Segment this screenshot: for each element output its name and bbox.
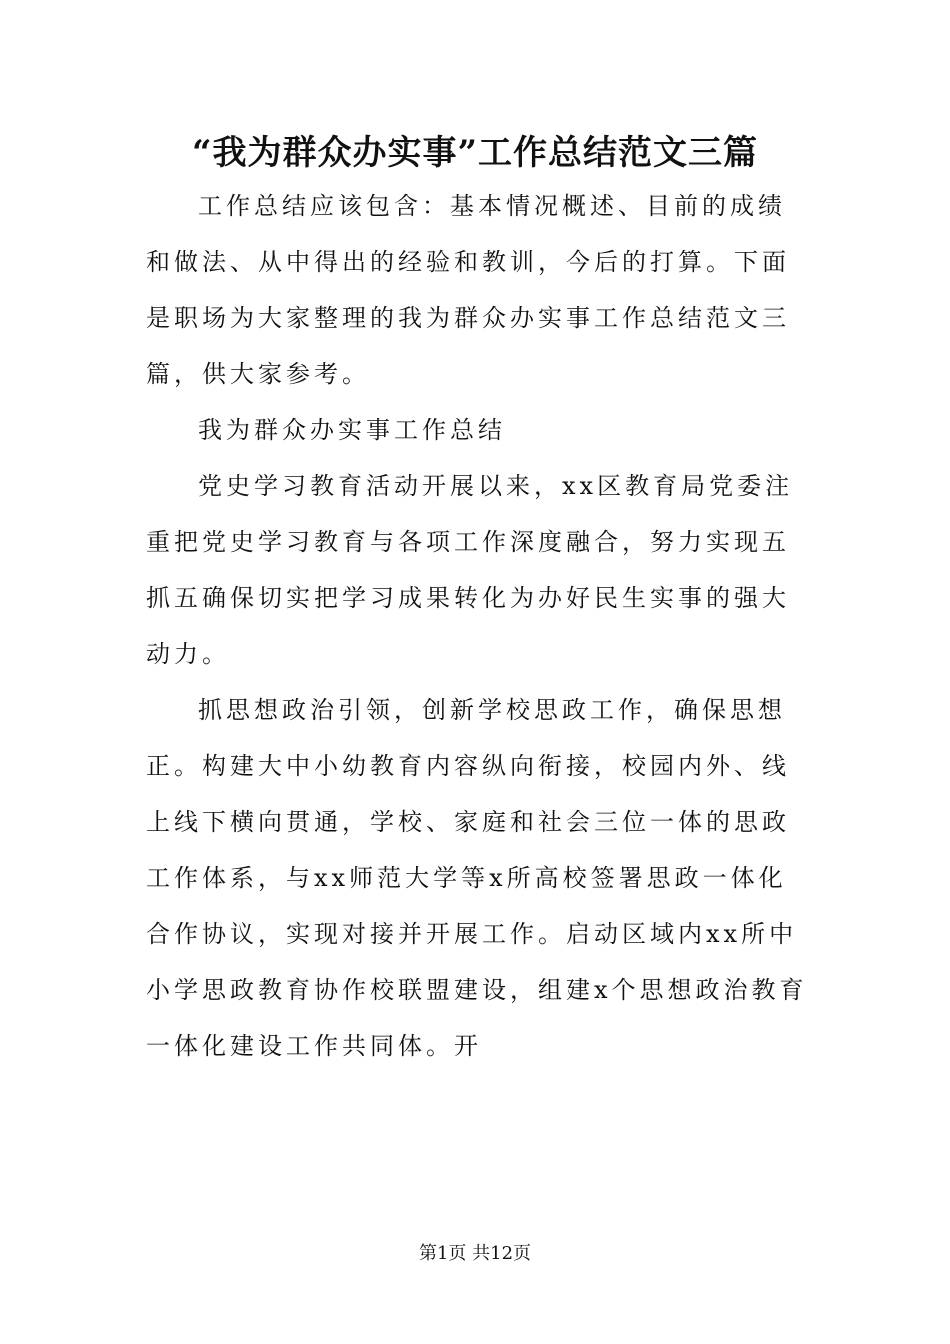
- intro-paragraph: 工作总结应该包含：基本情况概述、目前的成绩和做法、从中得出的经验和教训，今后的打算。下面是职场为大家整理的我为群众办实事工作总结范文三篇，供大家参考。: [146, 192, 790, 388]
- document-body: [146, 178, 808, 1074]
- document-title: “我为群众办实事”工作总结范文三篇: [191, 133, 759, 173]
- page-footer: 第1页 共12页: [418, 1243, 532, 1264]
- section-heading: 我为群众办实事工作总结: [198, 416, 506, 444]
- body-paragraph: 党史学习教育活动开展以来，xx区教育局党委注重把党史学习教育与各项工作深度融合，努力实现五抓五确保切实把学习成果转化为办好民生实事的强大动力。: [146, 472, 794, 668]
- body-paragraph: 抓思想政治引领，创新学校思政工作，确保思想正。构建大中小幼教育内容纵向衔接，校园内外、线上线下横向贯通，学校、家庭和社会三位一体的思政工作体系，与xx师范大学等x所高校签署思政一体化合作协议，实现对接并开展工作。启动区域内xx所中小学思政教育协作校联盟建设，组建x个思想政治教育一体化建设工作共同体。开: [146, 696, 808, 1060]
